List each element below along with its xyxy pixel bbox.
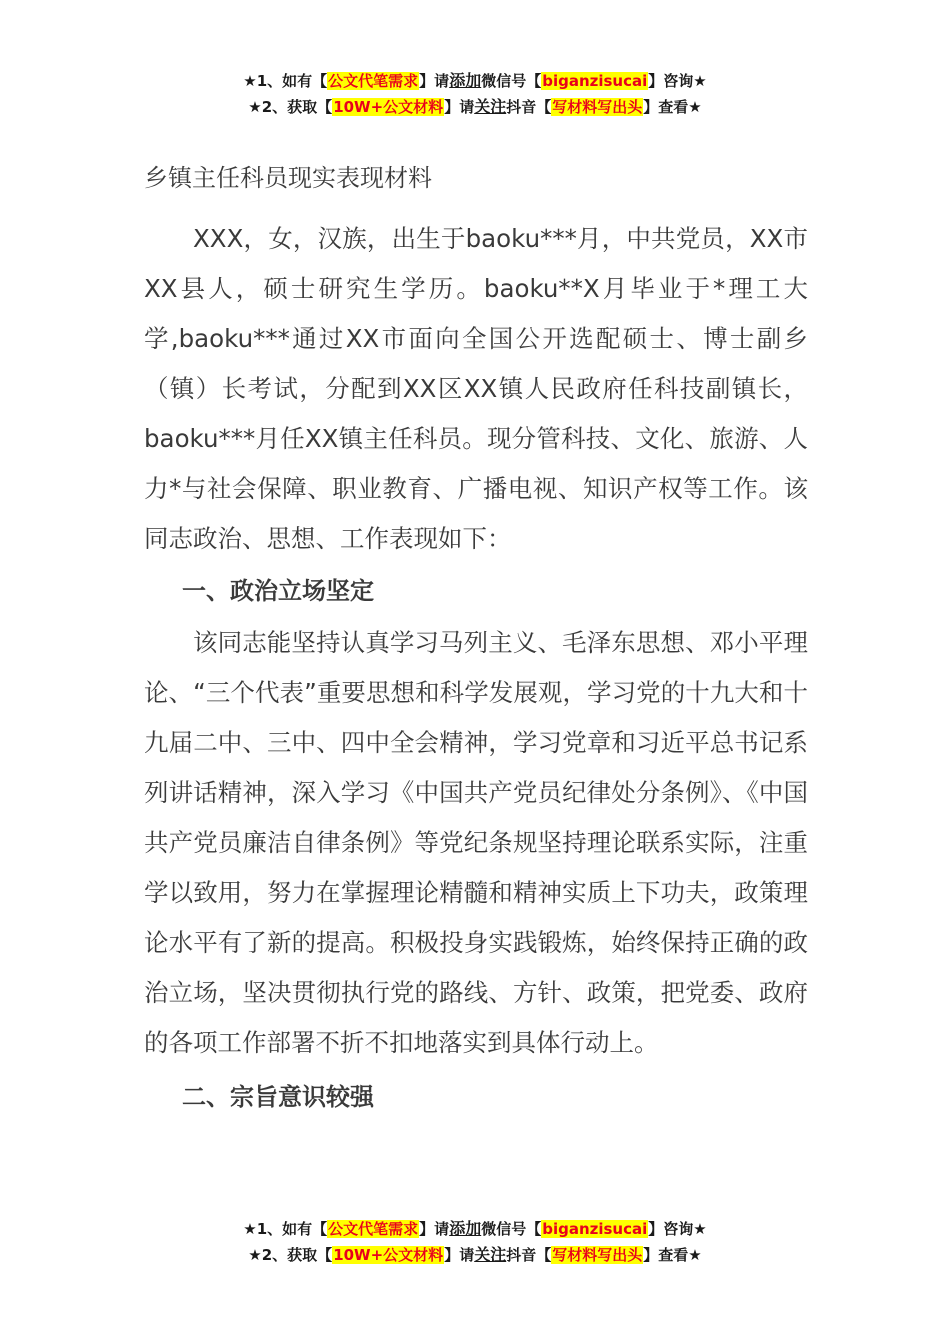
banner-text: 】请 (419, 72, 450, 90)
footer-banner (0, 1216, 950, 1268)
banner-highlight-wechat-id: biganzisucai (542, 1220, 648, 1238)
document-body (144, 152, 808, 1122)
section-heading-1: 一、政治立场坚定 (182, 577, 374, 605)
banner-highlight-douyin: 写材料写出头 (552, 1246, 643, 1264)
section-paragraph-1: 该同志能坚持认真学习马列主义、毛泽东思想、邓小平理论、“三个代表”重要思想和科学发展观，学习党的十九大和十九届二中、三中、四中全会精神，学习党章和习近平总书记系列讲话精神，深入学习《中国共产党员纪律处分条例》、《中国共产党员廉洁自律条例》等党纪条规坚持理论联系实际，注重学以致用，努力在掌握理论精髓和精神实质上下功夫，政策理论水平有了新的提高。积极投身实践锻炼，始终保持正确的政治立场，坚决贯彻执行党的路线、方针、政策，把党委、政府的各项工作部署不折不扣地落实到具体行动上。 (144, 628, 808, 1057)
banner-text: 抖音【 (506, 1246, 552, 1264)
banner-text: 】请 (444, 98, 475, 116)
banner-line-1 (0, 68, 950, 94)
banner-underlined: 关注 (474, 97, 507, 116)
banner-text: 微信号【 (481, 1220, 542, 1238)
banner-underlined: 添加 (449, 1219, 482, 1238)
banner-line-2 (0, 1242, 950, 1268)
banner-line-1 (0, 1216, 950, 1242)
banner-line-2 (0, 94, 950, 120)
document-title: 乡镇主任科员现实表现材料 (144, 164, 432, 192)
banner-text: ★1、如有【 (243, 72, 328, 90)
section-heading-2: 二、宗旨意识较强 (182, 1083, 374, 1111)
banner-text: 】请 (444, 1246, 475, 1264)
banner-highlight: 公文代笔需求 (328, 72, 419, 90)
intro-paragraph: XXX，女，汉族，出生于baoku***月，中共党员，XX市XX县人，硕士研究生学历。baoku**X月毕业于*理工大学,baoku***通过XX市面向全国公开选配硕士、博士副乡（镇）长考试，分配到XX区XX镇人民政府任科技副镇长，baoku***月任XX镇主任科员。现分管科技、文化、旅游、人力*与社会保障、职业教育、广播电视、知识产权等工作。该同志政治、思想、工作表现如下： (144, 224, 808, 553)
banner-highlight-douyin: 写材料写出头 (552, 98, 643, 116)
banner-text: 】咨询★ (648, 72, 707, 90)
banner-underlined: 关注 (474, 1245, 507, 1264)
banner-text: 】查看★ (643, 1246, 702, 1264)
banner-text: ★2、获取【 (248, 1246, 333, 1264)
banner-highlight: 10W+公文材料 (333, 1246, 444, 1264)
banner-highlight-wechat-id: biganzisucai (542, 72, 648, 90)
banner-text: ★2、获取【 (248, 98, 333, 116)
banner-text: 】请 (419, 1220, 450, 1238)
banner-text: 】查看★ (643, 98, 702, 116)
banner-text: 微信号【 (481, 72, 542, 90)
banner-highlight: 公文代笔需求 (328, 1220, 419, 1238)
banner-text: 抖音【 (506, 98, 552, 116)
banner-highlight: 10W+公文材料 (333, 98, 444, 116)
header-banner (0, 68, 950, 120)
banner-text: 】咨询★ (648, 1220, 707, 1238)
banner-underlined: 添加 (449, 71, 482, 90)
banner-text: ★1、如有【 (243, 1220, 328, 1238)
